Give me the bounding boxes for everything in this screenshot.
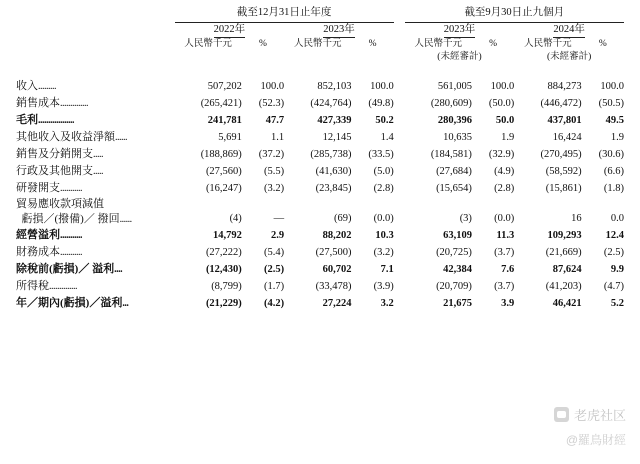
cell-value: (3.2) (264, 183, 285, 194)
cell-value: 63,109 (443, 230, 472, 241)
cell-value: (424,764) (310, 98, 352, 109)
cell-value: (4.7) (603, 281, 624, 292)
row-label: 所得稅.............. (16, 280, 77, 292)
watermark-primary (554, 405, 626, 424)
cell-value: (184,581) (430, 149, 472, 160)
cell-value: 437,801 (547, 115, 582, 126)
row-label: 經營溢利........... (16, 229, 82, 241)
cell-value: (3.7) (494, 247, 515, 258)
cell-value: (265,421) (200, 98, 242, 109)
leader-dots: ... (122, 298, 129, 309)
cell-gap (394, 197, 405, 227)
row-label: 其他收入及收益淨額...... (16, 131, 127, 143)
cell-value: (0.0) (494, 213, 515, 224)
cell-value: 10,635 (443, 132, 472, 143)
row-label: 毛利.................. (16, 114, 74, 126)
unit-pct-2023: % (368, 39, 377, 49)
unit-pct-2024-interim: % (598, 39, 607, 49)
financial-table (16, 6, 624, 312)
row-label: 收入......... (16, 80, 56, 92)
cell-value: (5.5) (264, 166, 285, 177)
cell-gap (394, 295, 405, 312)
cell-value: (4.9) (494, 166, 515, 177)
unit-header-row (16, 38, 624, 51)
unit-rmb-2022: 人民幣千元 (184, 39, 232, 49)
cell-value: 100.0 (490, 81, 515, 92)
cell-gap (394, 180, 405, 197)
cell-value: (3.2) (373, 247, 394, 258)
cell-gap (394, 95, 405, 112)
cell-value: 12,145 (322, 132, 352, 143)
table-row (16, 180, 624, 197)
unit-pct-2022: % (259, 39, 267, 49)
cell-value: 11.3 (496, 230, 515, 241)
cell-value: 280,396 (437, 115, 472, 126)
cell-value: (3) (459, 213, 472, 224)
row-label: 研發開支........... (16, 182, 82, 194)
cell-value: (3.7) (494, 281, 515, 292)
leader-dots: ........... (60, 230, 82, 241)
cell-value: 1.9 (610, 132, 624, 143)
cell-value: 109,293 (547, 230, 582, 241)
year-header-gap (394, 23, 405, 38)
cell-value: 7.6 (501, 264, 515, 275)
cell-value: (33.5) (368, 149, 394, 160)
leader-dots: ........... (60, 183, 82, 194)
cell-value: 100.0 (600, 81, 624, 92)
audit-note-row (16, 51, 624, 64)
cell-value: (446,472) (540, 98, 582, 109)
cell-value: — (273, 213, 285, 224)
cell-value: 42,384 (443, 264, 472, 275)
row-label (16, 197, 175, 227)
cell-value: 3.9 (501, 298, 515, 309)
cell-value: (27,560) (205, 166, 242, 177)
cell-value: 561,005 (437, 81, 472, 92)
year-header-blank (16, 23, 175, 38)
cell-value: 12.4 (605, 230, 624, 241)
header-spacer-row (16, 64, 624, 78)
group-header-annual: 截至12月31日止年度 (175, 6, 394, 23)
cell-value: (12,430) (205, 264, 242, 275)
row-label: 銷售成本.............. (16, 97, 88, 109)
row-label: 財務成本........... (16, 246, 82, 258)
table-row (16, 227, 624, 244)
cell-value: 3.2 (380, 298, 394, 309)
table-row (16, 129, 624, 146)
cell-value: 7.1 (380, 264, 394, 275)
table-row (16, 244, 624, 261)
cell-gap (394, 244, 405, 261)
cell-value: (30.6) (598, 149, 624, 160)
watermark-primary-label: 老虎社区 (573, 408, 626, 423)
leader-dots: ...... (115, 132, 127, 143)
financial-table-body (16, 78, 624, 312)
cell-value: (20,709) (436, 281, 472, 292)
unit-rmb-2023: 人民幣千元 (294, 39, 342, 49)
cell-value: (270,495) (540, 149, 582, 160)
row-label: 年／期內(虧損)／溢利... (16, 297, 129, 309)
year-header-2023-annual: 2023年 (284, 23, 394, 38)
cell-value: 100.0 (370, 81, 394, 92)
cell-value: 852,103 (317, 81, 352, 92)
cell-value: (1.8) (603, 183, 624, 194)
cell-value: (2.5) (264, 264, 285, 275)
cell-value: (0.0) (373, 213, 394, 224)
group-header-gap (394, 6, 405, 23)
cell-value: (21,669) (545, 247, 582, 258)
table-row (16, 163, 624, 180)
unit-header-blank (16, 38, 175, 51)
cell-value: (280,609) (430, 98, 472, 109)
cell-value: (37.2) (258, 149, 285, 160)
cell-value: (27,222) (205, 247, 242, 258)
audit-note-blank (16, 51, 175, 64)
audit-note-2024-interim: (未經審計) (546, 52, 592, 62)
cell-value: 10.3 (375, 230, 394, 241)
cell-value: 16,424 (552, 132, 582, 143)
year-header-2023-interim: 2023年 (405, 23, 515, 38)
cell-value: (16,247) (205, 183, 242, 194)
cell-value: 884,273 (547, 81, 582, 92)
cell-value: (20,725) (436, 247, 472, 258)
cell-gap (394, 112, 405, 129)
leader-dots: .............. (60, 98, 88, 109)
cell-value: (2.8) (373, 183, 394, 194)
group-header-interim: 截至9月30日止九個月 (405, 6, 624, 23)
cell-gap (394, 146, 405, 163)
year-header-row (16, 23, 624, 38)
cell-value: (6.6) (603, 166, 624, 177)
audit-note-2023 (284, 51, 394, 64)
cell-value: (41,630) (315, 166, 352, 177)
row-label: 銷售及分銷開支..... (16, 148, 103, 160)
table-row (16, 295, 624, 312)
cell-value: 427,339 (317, 115, 352, 126)
unit-rmb-2024-interim: 人民幣千元 (524, 39, 572, 49)
table-row (16, 146, 624, 163)
cell-value: 87,624 (552, 264, 582, 275)
cell-value: 21,675 (443, 298, 472, 309)
cell-value: 50.2 (375, 115, 394, 126)
cell-value: 49.5 (605, 115, 624, 126)
cell-value: (285,738) (310, 149, 352, 160)
row-label-line2: 虧損／(撥備)／ 撥回...... (21, 213, 132, 225)
cell-value: (58,592) (545, 166, 582, 177)
financial-statement-page (0, 6, 640, 464)
cell-value: 88,202 (322, 230, 352, 241)
table-row (16, 112, 624, 129)
table-row (16, 278, 624, 295)
table-row (16, 95, 624, 112)
cell-value: 100.0 (260, 81, 285, 92)
cell-value: 16 (571, 213, 582, 224)
cell-value: (32.9) (488, 149, 515, 160)
cell-value: 2.9 (271, 230, 285, 241)
cell-value: 0.0 (610, 213, 624, 224)
cell-gap (394, 278, 405, 295)
cell-value: 14,792 (212, 230, 242, 241)
cell-value: 46,421 (552, 298, 582, 309)
year-header-2022: 2022年 (175, 23, 285, 38)
row-label-line1: 貿易應收款項減值 (16, 198, 104, 210)
leader-dots: .... (114, 264, 123, 275)
unit-rmb-2023-interim: 人民幣千元 (414, 39, 463, 49)
cell-value: (3.9) (373, 281, 394, 292)
cell-value: (27,500) (315, 247, 352, 258)
cell-value: (49.8) (368, 98, 394, 109)
cell-value: (50.5) (598, 98, 624, 109)
cell-value: (23,845) (315, 183, 352, 194)
cell-value: (2.5) (603, 247, 624, 258)
cell-value: (27,684) (436, 166, 472, 177)
group-header-blank (16, 6, 175, 23)
cell-value: (4) (229, 213, 242, 224)
cell-value: 9.9 (610, 264, 624, 275)
audit-note-gap (394, 51, 405, 64)
audit-note-2022 (175, 51, 285, 64)
cell-gap (394, 261, 405, 278)
leader-dots: ..... (93, 149, 103, 160)
watermark-secondary: @羅鳥財經 (565, 433, 626, 447)
cell-value: 507,202 (207, 81, 242, 92)
cell-value: (2.8) (494, 183, 515, 194)
row-label: 除稅前(虧損)／ 溢利.... (16, 263, 123, 275)
cell-value: 241,781 (207, 115, 242, 126)
cell-value: (5.4) (264, 247, 285, 258)
cell-value: (33,478) (315, 281, 352, 292)
cell-value: 47.7 (265, 115, 285, 126)
table-row (16, 78, 624, 95)
cell-value: (188,869) (200, 149, 242, 160)
cell-value: (1.7) (264, 281, 285, 292)
cell-gap (394, 129, 405, 146)
cell-value: (15,654) (436, 183, 472, 194)
cell-value: (8,799) (211, 281, 242, 292)
cell-value: (69) (333, 213, 352, 224)
group-header-row (16, 6, 624, 23)
cell-value: 1.9 (501, 132, 515, 143)
cell-value: (4.2) (264, 298, 285, 309)
cell-value: 50.0 (495, 115, 515, 126)
table-row (16, 261, 624, 278)
year-header-2024-interim: 2024年 (514, 23, 624, 38)
cell-value: 1.4 (380, 132, 394, 143)
leader-dots: ......... (38, 81, 56, 92)
cell-value: 5,691 (218, 132, 242, 143)
unit-header-gap (394, 38, 405, 51)
leader-dots: ...... (119, 214, 132, 225)
cell-value: 27,224 (322, 298, 352, 309)
cell-value: (15,861) (545, 183, 582, 194)
tiger-logo-icon (554, 407, 569, 422)
table-row (16, 197, 624, 227)
cell-gap (394, 78, 405, 95)
header-spacer-cell (16, 64, 624, 78)
audit-note-2023-interim: (未經審計) (437, 52, 482, 62)
leader-dots: .............. (49, 281, 77, 292)
row-label: 行政及其他開支..... (16, 165, 103, 177)
leader-dots: ..... (93, 166, 103, 177)
cell-value: (5.0) (373, 166, 394, 177)
cell-value: 60,702 (322, 264, 352, 275)
unit-pct-2023-interim: % (489, 39, 498, 49)
cell-value: 5.2 (610, 298, 624, 309)
leader-dots: .................. (38, 115, 74, 126)
cell-gap (394, 163, 405, 180)
cell-value: (52.3) (258, 98, 285, 109)
cell-gap (394, 227, 405, 244)
leader-dots: ........... (60, 247, 82, 258)
cell-value: (50.0) (488, 98, 515, 109)
cell-value: (41,203) (545, 281, 582, 292)
cell-value: 1.1 (271, 132, 285, 143)
cell-value: (21,229) (205, 298, 242, 309)
